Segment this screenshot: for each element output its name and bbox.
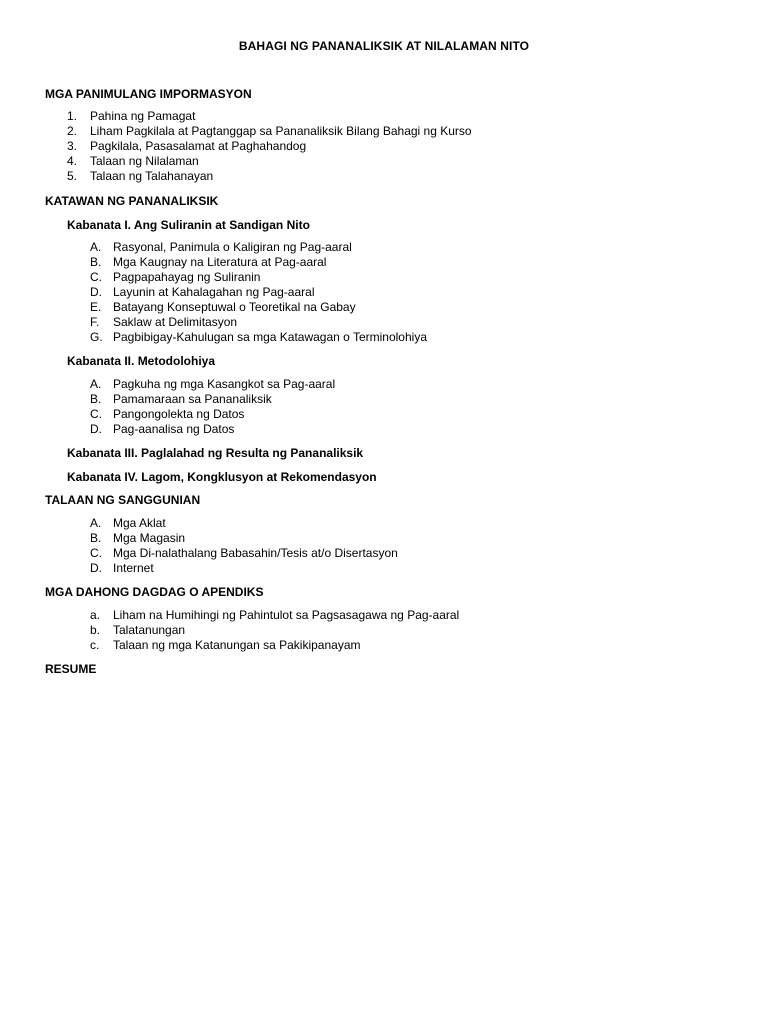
list-text: Mga Magasin xyxy=(113,531,186,545)
list-marker: C. xyxy=(90,546,102,560)
list-marker: A. xyxy=(90,377,102,391)
heading-intro: MGA PANIMULANG IMPORMASYON xyxy=(45,87,252,101)
list-text: Batayang Konseptuwal o Teoretikal na Gabay xyxy=(113,300,356,314)
list-marker: B. xyxy=(90,392,102,406)
list-marker: a. xyxy=(90,608,101,622)
list-text: Mga Di-nalathalang Babasahin/Tesis at/o Disertasyon xyxy=(113,546,398,560)
list-text: Pangongolekta ng Datos xyxy=(113,407,245,421)
list-marker: c. xyxy=(90,638,100,652)
list-text: Pagkilala, Pasasalamat at Paghahandog xyxy=(90,139,307,153)
list-text: Talaan ng Talahanayan xyxy=(90,169,214,183)
chapter-3-title: Kabanata III. Paglalahad ng Resulta ng Pananaliksik xyxy=(67,446,364,460)
list-text: Talaan ng mga Katanungan sa Pakikipanayam xyxy=(113,638,361,652)
chapter-4-title: Kabanata IV. Lagom, Kongklusyon at Rekomendasyon xyxy=(67,470,377,484)
list-text: Pagpapahayag ng Suliranin xyxy=(113,270,261,284)
chapter-2-title: Kabanata II. Metodolohiya xyxy=(67,354,216,368)
list-marker: 1. xyxy=(67,109,78,123)
list-marker: D. xyxy=(90,285,102,299)
list-marker: 4. xyxy=(67,154,78,168)
list-marker: 5. xyxy=(67,169,78,183)
list-text: Liham Pagkilala at Pagtanggap sa Pananaliksik Bilang Bahagi ng Kurso xyxy=(90,124,472,138)
list-marker: 3. xyxy=(67,139,78,153)
list-text: Liham na Humihingi ng Pahintulot sa Pagsasagawa ng Pag-aaral xyxy=(113,608,460,622)
list-text: Pagbibigay-Kahulugan sa mga Katawagan o Terminolohiya xyxy=(113,330,427,344)
document-title: BAHAGI NG PANANALIKSIK AT NILALAMAN NITO xyxy=(238,39,530,53)
list-marker: E. xyxy=(90,300,102,314)
list-text: Pahina ng Pamagat xyxy=(90,109,196,123)
list-marker: C. xyxy=(90,270,102,284)
heading-appendix: MGA DAHONG DAGDAG O APENDIKS xyxy=(45,585,264,599)
list-text: Pagkuha ng mga Kasangkot sa Pag-aaral xyxy=(113,377,336,391)
list-marker: b. xyxy=(90,623,101,637)
list-text: Rasyonal, Panimula o Kaligiran ng Pag-aaral xyxy=(113,240,352,254)
list-marker: F. xyxy=(90,315,100,329)
list-marker: C. xyxy=(90,407,102,421)
list-marker: D. xyxy=(90,561,102,575)
heading-body: KATAWAN NG PANANALIKSIK xyxy=(45,194,219,208)
list-text: Mga Kaugnay na Literatura at Pag-aaral xyxy=(113,255,327,269)
list-text: Mga Aklat xyxy=(113,516,166,530)
list-marker: G. xyxy=(90,330,103,344)
list-text: Saklaw at Delimitasyon xyxy=(113,315,238,329)
list-text: Layunin at Kahalagahan ng Pag-aaral xyxy=(113,285,315,299)
chapter-1-title: Kabanata I. Ang Suliranin at Sandigan Nito xyxy=(67,218,310,232)
heading-resume: RESUME xyxy=(45,662,97,676)
list-marker: B. xyxy=(90,255,102,269)
list-marker: B. xyxy=(90,531,102,545)
list-text: Internet xyxy=(113,561,154,575)
list-marker: D. xyxy=(90,422,102,436)
list-marker: 2. xyxy=(67,124,78,138)
list-text: Talatanungan xyxy=(113,623,186,637)
list-marker: A. xyxy=(90,516,102,530)
list-text: Talaan ng Nilalaman xyxy=(90,154,199,168)
heading-references: TALAAN NG SANGGUNIAN xyxy=(45,493,201,507)
list-marker: A. xyxy=(90,240,102,254)
list-text: Pamamaraan sa Pananaliksik xyxy=(113,392,272,406)
list-text: Pag-aanalisa ng Datos xyxy=(113,422,235,436)
